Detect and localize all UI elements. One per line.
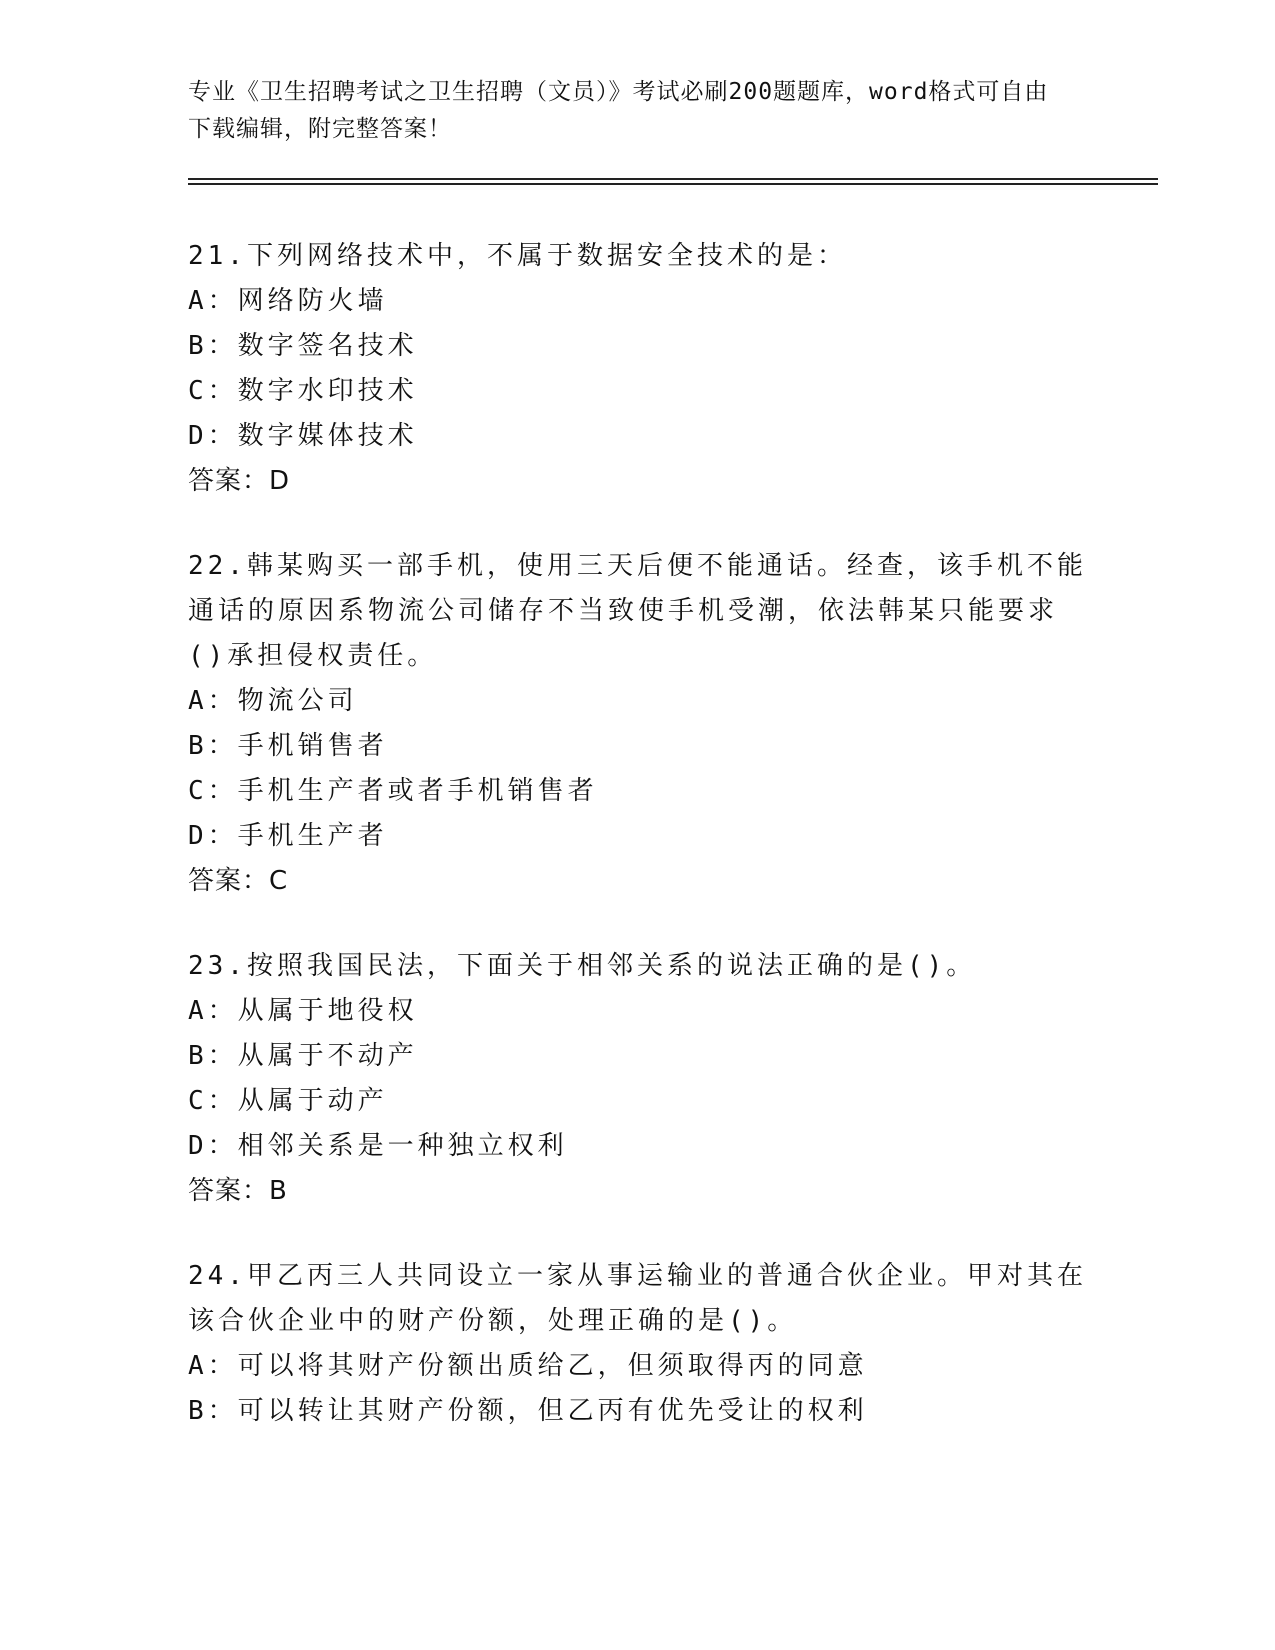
- question-stem: 24.甲乙丙三人共同设立一家从事运输业的普通合伙企业。甲对其在该合伙企业中的财产份额，处理正确的是()。: [188, 1261, 1087, 1336]
- answer: 答案：D: [188, 466, 291, 496]
- question-list: [188, 234, 1088, 1474]
- option-d: D：数字媒体技术: [188, 421, 418, 451]
- option-b: B：可以转让其财产份额，但乙丙有优先受让的权利: [188, 1396, 868, 1426]
- option-a: A：从属于地役权: [188, 996, 418, 1026]
- option-a: A：可以将其财产份额出质给乙，但须取得丙的同意: [188, 1351, 868, 1381]
- question-21: [188, 234, 1088, 504]
- header-divider-top: [188, 178, 1158, 180]
- header-divider-bottom: [188, 183, 1158, 185]
- question-22: [188, 544, 1088, 904]
- option-b: B：从属于不动产: [188, 1041, 418, 1071]
- option-b: B：数字签名技术: [188, 331, 418, 361]
- question-stem: 21.下列网络技术中，不属于数据安全技术的是：: [188, 241, 847, 271]
- answer: 答案：B: [188, 1176, 288, 1206]
- option-a: A：物流公司: [188, 686, 358, 716]
- question-24: [188, 1254, 1088, 1434]
- option-c: C：从属于动产: [188, 1086, 388, 1116]
- option-c: C：数字水印技术: [188, 376, 418, 406]
- answer: 答案：C: [188, 866, 289, 896]
- question-stem: 22.韩某购买一部手机，使用三天后便不能通话。经查，该手机不能通话的原因系物流公司储存不当致使手机受潮，依法韩某只能要求()承担侵权责任。: [188, 551, 1087, 671]
- option-b: B：手机销售者: [188, 731, 388, 761]
- option-a: A：网络防火墙: [188, 286, 388, 316]
- option-c: C：手机生产者或者手机销售者: [188, 776, 598, 806]
- document-header: 专业《卫生招聘考试之卫生招聘（文员）》考试必刷200题题库，word格式可自由下载编辑，附完整答案！: [188, 79, 1049, 142]
- question-23: [188, 944, 1088, 1214]
- option-d: D：手机生产者: [188, 821, 388, 851]
- question-stem: 23.按照我国民法，下面关于相邻关系的说法正确的是()。: [188, 951, 977, 981]
- option-d: D：相邻关系是一种独立权利: [188, 1131, 568, 1161]
